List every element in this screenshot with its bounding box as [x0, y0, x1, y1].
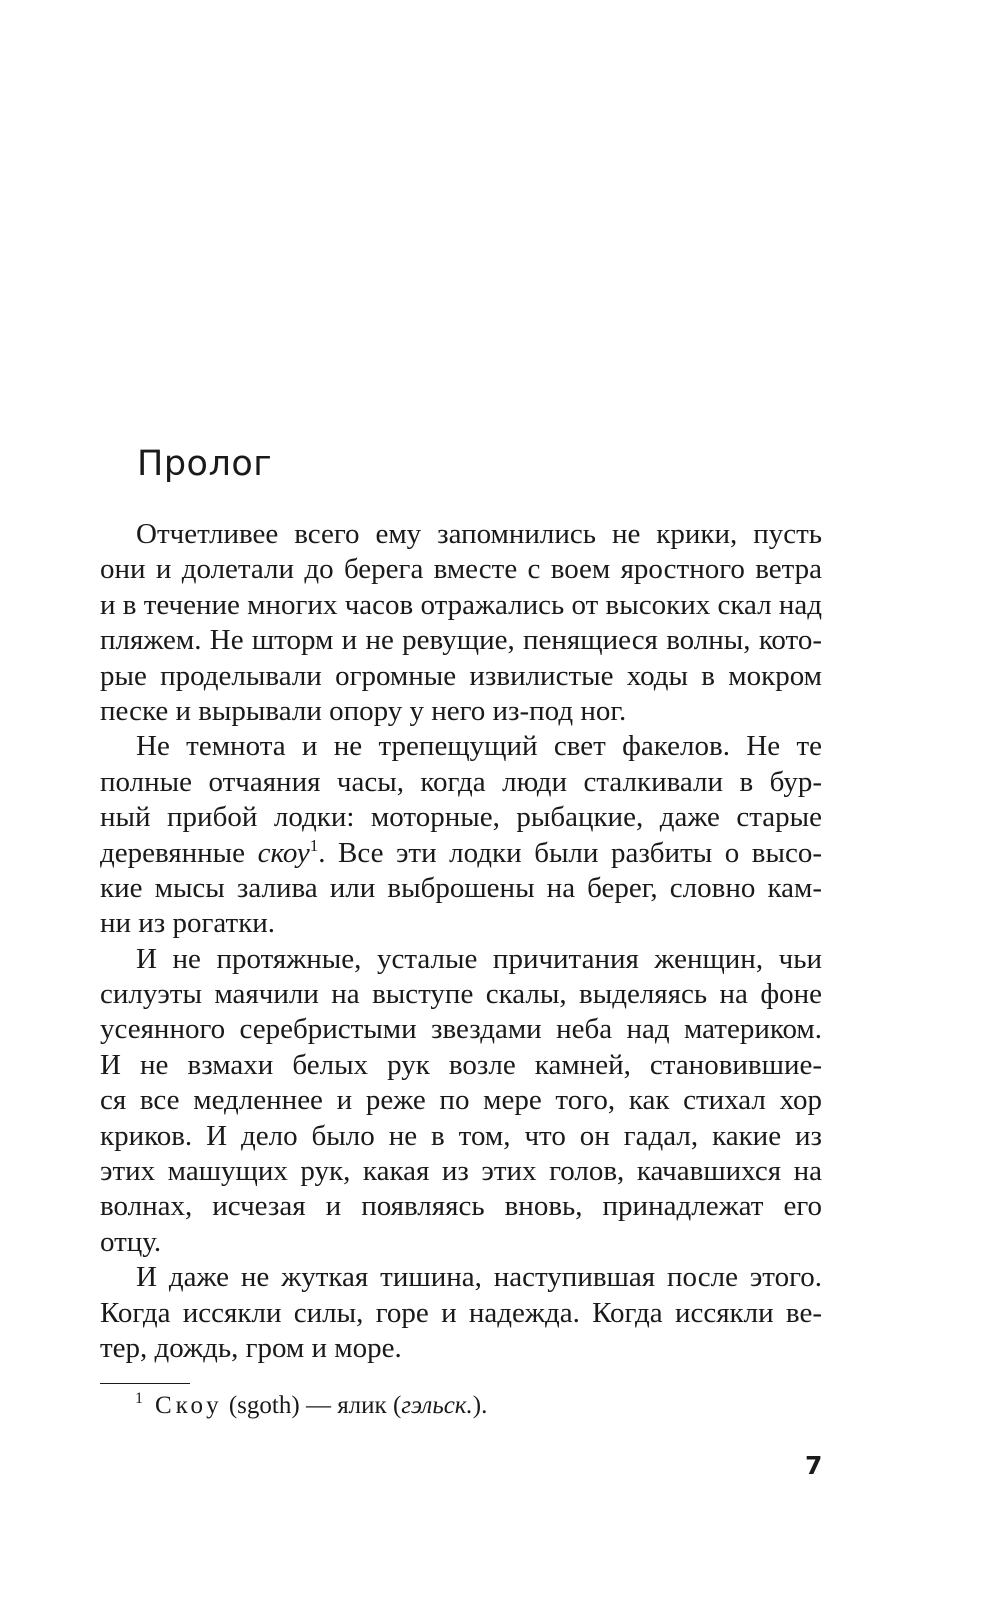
- footnote-original: (sgoth): [228, 1392, 300, 1419]
- footnoted-term: скоу: [257, 836, 310, 869]
- text-fragment: . Все эти лодки были разбиты о высо-: [318, 836, 823, 869]
- text-line: И не протяжные, усталые причитания женщин, чьи: [136, 942, 822, 975]
- text-line: И не взмахи белых рук возле камней, становившие-: [100, 1048, 822, 1081]
- footnote-lang-close: ).: [472, 1392, 488, 1419]
- text-line: отцу.: [100, 1225, 162, 1258]
- text-line: Отчетливее всего ему запомнились не крики, пусть: [136, 518, 822, 550]
- text-line: полные отчаяния часы, когда люди сталкивали в бур-: [100, 765, 822, 798]
- text-line: этих машущих рук, какая из этих голов, качавшихся на: [100, 1155, 822, 1188]
- footnote-meaning: ялик: [337, 1392, 387, 1419]
- paragraph-4: [100, 1260, 822, 1366]
- text-line-with-footnote: [100, 836, 822, 871]
- text-line: И даже не жуткая тишина, наступившая после этого.: [136, 1261, 822, 1294]
- footnote-term: Скоу: [155, 1392, 223, 1419]
- text-line: силуэты маячили на выступе скалы, выделяясь на фоне: [100, 978, 822, 1011]
- text-line: пляжем. Не шторм и не ревущие, пенящиеся волны, кото-: [100, 624, 822, 657]
- footnote: [135, 1389, 487, 1423]
- text-line: ни из рогатки.: [100, 907, 276, 940]
- chapter-title: Пролог: [137, 444, 273, 484]
- text-line: рые проделывали огромные извилистые ходы в мокром: [100, 659, 822, 692]
- text-line: криков. И дело было не в том, что он гадал, какие из: [100, 1119, 822, 1152]
- body-text: [100, 517, 822, 1366]
- text-line: ся все медленнее и реже по мере того, как стихал хор: [100, 1084, 822, 1117]
- paragraph-2: [100, 729, 822, 941]
- text-line: Не темнота и не трепещущий свет факелов. Не те: [136, 730, 822, 763]
- footnote-language: гэльск.: [401, 1392, 473, 1419]
- footnote-divider: [100, 1383, 190, 1384]
- text-line: усеянного серебристыми звездами неба над материком.: [100, 1013, 822, 1046]
- paragraph-1: [100, 517, 822, 729]
- paragraph-3: [100, 942, 822, 1261]
- footnote-lang-open: (: [392, 1392, 402, 1419]
- text-line: ный прибой лодки: моторные, рыбацкие, даже старые: [100, 801, 822, 834]
- footnote-mark: 1: [135, 1390, 143, 1407]
- text-line: Когда иссякли силы, горе и надежда. Когда иссякли ве-: [100, 1296, 822, 1329]
- text-line: песке и вырывали опору у него из-под ног.: [100, 694, 627, 727]
- page-number: 7: [805, 1451, 823, 1480]
- footnote-dash: —: [305, 1392, 331, 1419]
- text-line: волнах, исчезая и появляясь вновь, принадлежат его: [100, 1190, 822, 1223]
- text-line: и в течение многих часов отражались от высоких скал над: [100, 588, 822, 621]
- text-fragment: деревянные: [100, 836, 258, 869]
- text-line: тер, дождь, гром и море.: [100, 1331, 402, 1364]
- text-line: кие мысы залива или выброшены на берег, словно кам-: [100, 871, 822, 904]
- text-line: они и долетали до берега вместе с воем яростного ветра: [100, 553, 822, 586]
- footnote-reference[interactable]: 1: [309, 835, 319, 855]
